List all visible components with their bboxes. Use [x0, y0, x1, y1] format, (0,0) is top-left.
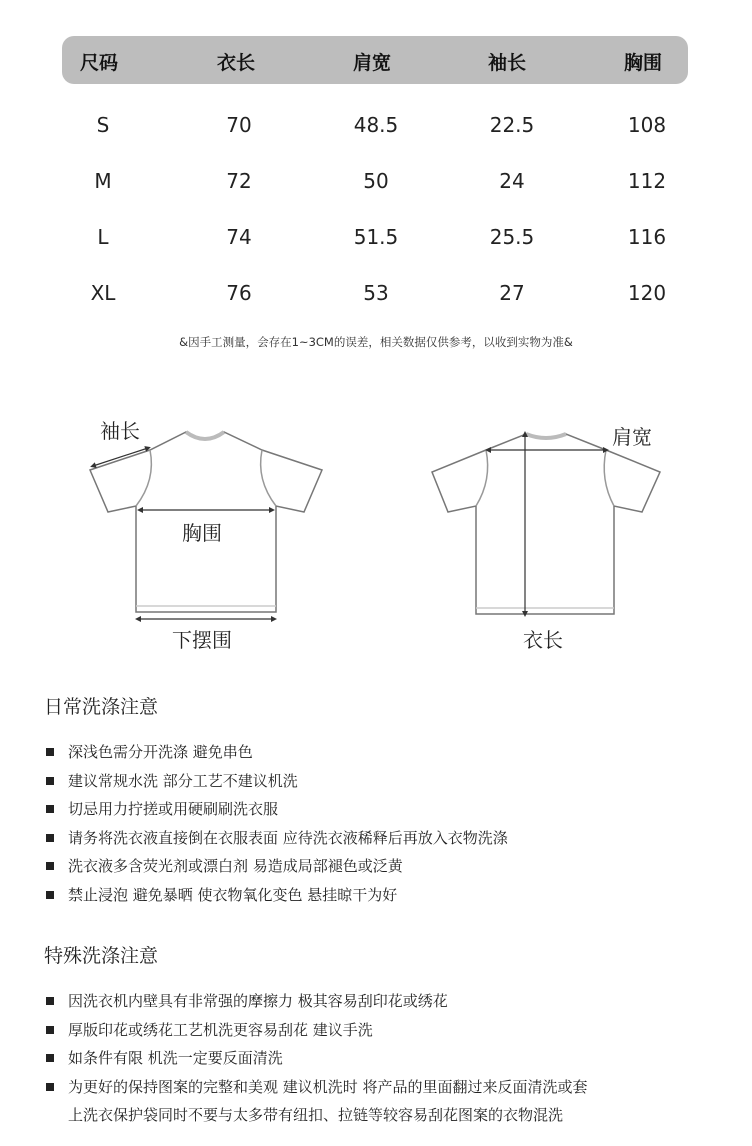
list-item: 为更好的保持图案的完整和美观 建议机洗时 将产品的里面翻过来反面清洗或套 — [46, 1073, 588, 1102]
measurement-diagram — [0, 400, 752, 670]
size-cell: S — [96, 113, 110, 137]
hem-label: 下摆围 — [172, 628, 232, 652]
size-table — [62, 36, 688, 305]
size-table-header — [62, 36, 688, 84]
chest-cell: 108 — [627, 113, 667, 137]
shoulder-cell: 50 — [363, 169, 389, 193]
list-item: 厚版印花或绣花工艺机洗更容易刮花 建议手洗 — [46, 1016, 588, 1045]
chest-cell: 120 — [627, 281, 667, 305]
table-row — [62, 169, 688, 225]
daily-care-list — [46, 738, 508, 909]
chest-cell: 116 — [627, 225, 667, 249]
sleeve-cell: 25.5 — [489, 225, 535, 249]
list-item-continuation: 上洗衣保护袋同时不要与太多带有纽扣、拉链等较容易刮花图案的衣物混洗 — [68, 1106, 564, 1124]
size-cell: M — [94, 169, 112, 193]
header-sleeve: 袖长 — [488, 52, 527, 74]
list-item: 禁止浸泡 避免暴晒 使衣物氧化变色 悬挂晾干为好 — [46, 881, 508, 910]
sleeve-cell: 27 — [499, 281, 525, 305]
measurement-note: &因手工测量，会存在1~3CM的误差，相关数据仅供参考，以收到实物为准& — [179, 335, 573, 349]
header-chest: 胸围 — [624, 52, 663, 74]
length-cell: 70 — [226, 113, 252, 137]
shoulder-cell: 53 — [363, 281, 389, 305]
length-label: 衣长 — [523, 628, 563, 652]
shoulder-cell: 51.5 — [353, 225, 399, 249]
list-item: 如条件有限 机洗一定要反面清洗 — [46, 1044, 588, 1073]
special-care-title: 特殊洗涤注意 — [44, 945, 159, 967]
sleeve-measure-line — [93, 448, 148, 466]
special-care-list — [46, 987, 588, 1101]
sleeve-label: 袖长 — [100, 419, 140, 443]
list-item: 深浅色需分开洗涤 避免串色 — [46, 738, 508, 767]
list-item: 请务将洗衣液直接倒在衣服表面 应待洗衣液稀释后再放入衣物洗涤 — [46, 824, 508, 853]
shoulder-label: 肩宽 — [612, 425, 652, 449]
length-cell: 72 — [226, 169, 252, 193]
size-cell: XL — [90, 281, 116, 305]
length-cell: 74 — [226, 225, 252, 249]
header-length: 衣长 — [217, 52, 256, 74]
chest-cell: 112 — [627, 169, 667, 193]
table-row — [62, 113, 688, 169]
list-item: 因洗衣机内壁具有非常强的摩擦力 极其容易刮印花或绣花 — [46, 987, 588, 1016]
header-shoulder: 肩宽 — [353, 52, 392, 74]
shoulder-cell: 48.5 — [353, 113, 399, 137]
size-cell: L — [97, 225, 109, 249]
list-item: 洗衣液多含荧光剂或漂白剂 易造成局部褪色或泛黄 — [46, 852, 508, 881]
sleeve-cell: 22.5 — [489, 113, 535, 137]
list-item: 建议常规水洗 部分工艺不建议机洗 — [46, 767, 508, 796]
header-size: 尺码 — [80, 52, 119, 74]
table-row — [62, 281, 688, 337]
length-cell: 76 — [226, 281, 252, 305]
tshirt-back-outline — [432, 434, 660, 614]
table-row — [62, 225, 688, 281]
chest-label: 胸围 — [182, 521, 222, 545]
list-item: 切忌用力拧搓或用硬刷刷洗衣服 — [46, 795, 508, 824]
sleeve-cell: 24 — [499, 169, 525, 193]
daily-care-title: 日常洗涤注意 — [44, 696, 159, 718]
